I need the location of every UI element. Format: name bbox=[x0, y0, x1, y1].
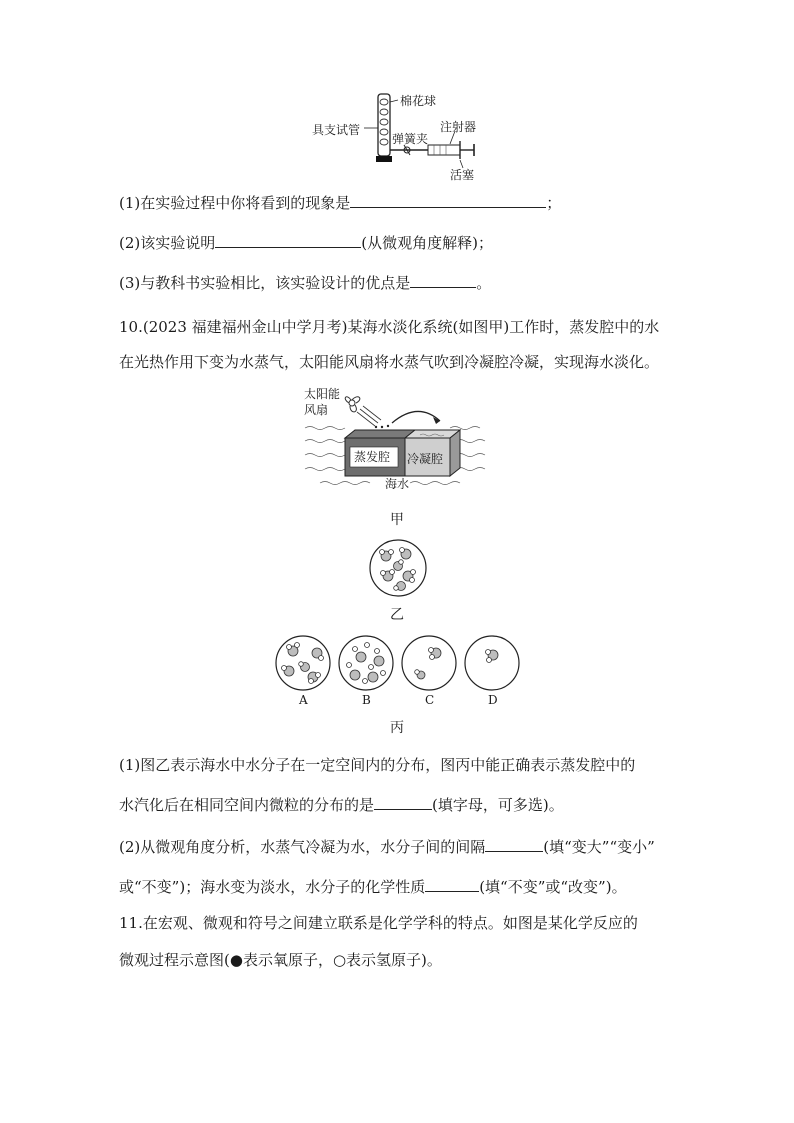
option-b-label: B bbox=[362, 693, 371, 707]
piston-label: 活塞 bbox=[450, 168, 475, 182]
fan-label-line2: 风扇 bbox=[304, 403, 329, 417]
tube-label: 具支试管 bbox=[312, 123, 361, 137]
answer-blank[interactable] bbox=[350, 193, 546, 208]
option-b-circle bbox=[339, 636, 393, 690]
q10-stem-line1: 10.(2023 福建福州金山中学月考)某海水淡化系统(如图甲)工作时，蒸发腔中的水 bbox=[119, 318, 660, 336]
option-c-label: C bbox=[425, 693, 435, 707]
desalination-figure bbox=[300, 383, 490, 493]
q11-stem-line1: 11.在宏观、微观和符号之间建立联系是化学学科的特点。如图是某化学反应的 bbox=[119, 914, 638, 932]
cotton-label: 棉花球 bbox=[400, 94, 437, 108]
q10-stem-line2: 在光热作用下变为水蒸气，太阳能风扇将水蒸气吹到冷凝腔冷凝，实现海水淡化。 bbox=[119, 353, 660, 371]
option-d-label: D bbox=[488, 693, 498, 707]
evaporation-chamber-label: 蒸发腔 bbox=[354, 450, 391, 464]
answer-blank[interactable] bbox=[374, 795, 432, 810]
answer-blank[interactable] bbox=[215, 233, 361, 248]
answer-blank[interactable] bbox=[425, 877, 479, 892]
syringe-label: 注射器 bbox=[440, 120, 477, 134]
sea-water-label: 海水 bbox=[385, 477, 410, 491]
q9-part3: (3)与教科书实验相比，该实验设计的优点是 。 bbox=[119, 274, 492, 292]
figure-caption-yi: 乙 bbox=[390, 607, 404, 623]
answer-blank[interactable] bbox=[485, 837, 543, 852]
q10-part2-line1: (2)从微观角度分析，水蒸气冷凝为水，水分子间的间隔 (填“变大”“变小” bbox=[119, 838, 655, 856]
q9-part2: (2)该实验说明 (从微观角度解释)； bbox=[119, 234, 493, 252]
molecule-circle-yi bbox=[368, 538, 428, 598]
option-a-label: A bbox=[299, 693, 308, 707]
option-a-circle bbox=[276, 636, 330, 690]
option-c-circle bbox=[402, 636, 456, 690]
condensation-chamber-label: 冷凝腔 bbox=[407, 452, 444, 466]
q9-part1: (1)在实验过程中你将看到的现象是 ； bbox=[119, 194, 562, 212]
figure-caption-bing: 丙 bbox=[390, 720, 404, 736]
q11-stem-line2: 微观过程示意图(●表示氧原子，○表示氢原子)。 bbox=[119, 951, 442, 969]
figure-bing bbox=[275, 633, 525, 713]
clip-label: 弹簧夹 bbox=[392, 132, 429, 146]
q10-part1-line2: 水汽化后在相同空间内微粒的分布的是 (填字母，可多选)。 bbox=[119, 796, 564, 814]
answer-blank[interactable] bbox=[410, 273, 476, 288]
figure-yi bbox=[368, 538, 428, 602]
fan-label-line1: 太阳能 bbox=[304, 387, 341, 401]
q10-part1-line1: (1)图乙表示海水中水分子在一定空间内的分布，图丙中能正确表示蒸发腔中的 bbox=[119, 756, 636, 774]
figure-caption-jia: 甲 bbox=[390, 512, 404, 528]
q10-part2-line2: 或“不变”)；海水变为淡水，水分子的化学性质 (填“不变”或“改变”)。 bbox=[119, 878, 627, 896]
option-d-circle bbox=[465, 636, 519, 690]
molecule-options bbox=[275, 633, 525, 693]
apparatus-figure bbox=[300, 88, 500, 183]
